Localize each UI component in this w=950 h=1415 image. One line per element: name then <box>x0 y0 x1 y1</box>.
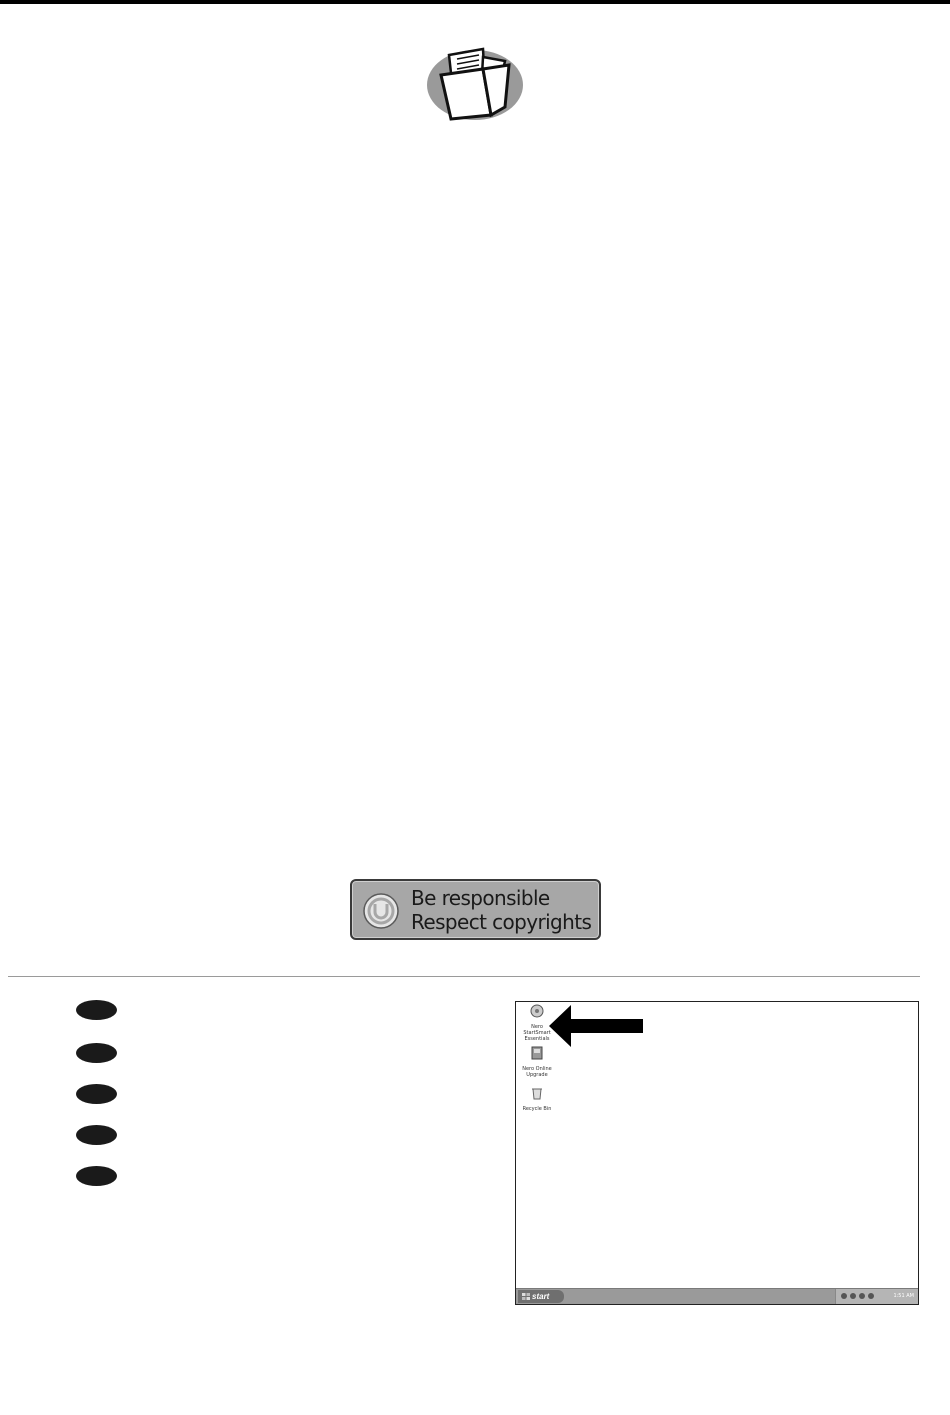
copyright-badge <box>350 879 601 940</box>
tray-icon[interactable] <box>841 1293 847 1299</box>
top-rule <box>0 0 950 4</box>
tray-icon[interactable] <box>859 1293 865 1299</box>
tray-icon[interactable] <box>868 1293 874 1299</box>
nero-upgrade-icon <box>530 1046 544 1060</box>
folder-documents-icon <box>425 45 525 123</box>
badge-line-2: Respect copyrights <box>411 910 592 934</box>
tray-clock: 1:51 AM <box>893 1293 914 1299</box>
recycle-bin-icon <box>530 1086 544 1100</box>
language-pill <box>76 1084 117 1104</box>
start-button[interactable] <box>518 1290 564 1303</box>
language-pill <box>76 1000 117 1020</box>
language-pill <box>76 1166 117 1186</box>
desktop-icon-label: Recycle Bin <box>522 1106 552 1112</box>
system-tray <box>835 1289 918 1304</box>
windows-flag-icon <box>522 1293 530 1300</box>
language-pill <box>76 1043 117 1063</box>
desktop-icon-label: Nero Online Upgrade <box>522 1066 552 1078</box>
taskbar <box>516 1288 918 1304</box>
power-logo-icon <box>362 892 400 930</box>
desktop-icon-label: Nero StartSmart Essentials <box>523 1024 551 1042</box>
desktop-icon-nero-upgrade[interactable] <box>517 1046 557 1078</box>
tray-icon[interactable] <box>850 1293 856 1299</box>
nero-startsmart-icon <box>530 1004 544 1018</box>
desktop-icon-recycle-bin[interactable] <box>517 1086 557 1112</box>
language-pill <box>76 1125 117 1145</box>
start-label: start <box>532 1292 550 1301</box>
arrow-left-icon <box>549 1004 643 1048</box>
badge-line-1: Be responsible <box>411 886 550 910</box>
section-divider <box>8 976 920 977</box>
